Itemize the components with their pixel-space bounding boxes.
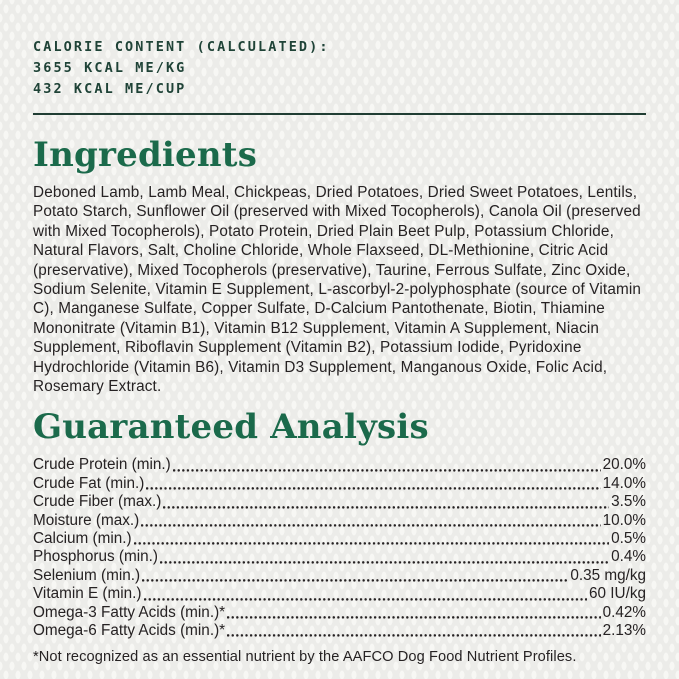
nutrient-value: 10.0%	[602, 511, 646, 529]
calorie-kcal-per-kg: 3655 KCAL ME/KG	[33, 60, 187, 76]
aafco-footnote: *Not recognized as an essential nutrient by the AAFCO Dog Food Nutrient Profiles.	[33, 649, 577, 666]
calorie-kcal-per-cup: 432 KCAL ME/CUP	[33, 81, 187, 97]
dot-leader	[142, 579, 568, 582]
dot-leader	[160, 561, 609, 564]
dot-leader	[134, 542, 610, 545]
ingredients-heading: Ingredients	[33, 135, 258, 175]
analysis-row	[33, 567, 646, 585]
nutrient-value: 0.4%	[611, 548, 646, 566]
analysis-row	[33, 622, 646, 640]
nutrient-label: Omega-6 Fatty Acids (min.)*	[33, 621, 226, 639]
calorie-content-title: CALORIE CONTENT (CALCULATED):	[33, 39, 330, 55]
section-divider-rule	[33, 113, 646, 115]
dot-leader	[227, 634, 601, 637]
guaranteed-analysis-table	[33, 456, 646, 640]
nutrient-value: 0.5%	[611, 530, 646, 548]
guaranteed-analysis-heading: Guaranteed Analysis	[33, 407, 429, 448]
nutrient-label: Calcium (min.)	[33, 530, 132, 548]
analysis-row	[33, 604, 646, 622]
nutrient-value: 0.35 mg/kg	[570, 566, 646, 584]
analysis-row	[33, 585, 646, 603]
guaranteed-analysis-section	[33, 407, 646, 665]
analysis-row	[33, 456, 646, 474]
nutrient-label: Omega-3 Fatty Acids (min.)*	[33, 603, 226, 621]
dot-leader	[141, 524, 600, 527]
nutrient-value: 14.0%	[602, 474, 646, 492]
dot-leader	[173, 469, 601, 472]
dot-leader	[227, 616, 601, 619]
nutrient-label: Phosphorus (min.)	[33, 548, 158, 566]
analysis-row	[33, 512, 646, 530]
analysis-row	[33, 530, 646, 548]
ingredients-text: Deboned Lamb, Lamb Meal, Chickpeas, Dried Potatoes, Dried Sweet Potatoes, Lentils, Potato Starch, Sunflower Oil (preserved with Mixed Tocopherols), Canola Oil (preserved with Mixed Tocopherols), Potato Protein, Dried Plain Beet Pulp, Potassium Chloride, Natural Flavors, Salt, Choline Chloride, Whole Flaxseed, DL-Methionine, Citric Acid (preservative), Mixed Tocopherols (preservative), Taurine, Ferrous Sulfate, Zinc Oxide, Sodium Selenite, Vitamin E Supplement, L-ascorbyl-2-polyphosphate (source of Vitamin C), Manganese Sulfate, Copper Sulfate, D-Calcium Pantothenate, Biotin, Thiamine Mononitrate (Vitamin B1), Vitamin B12 Supplement, Vitamin A Supplement, Niacin Supplement, Riboflavin Supplement (Vitamin B2), Potassium Iodide, Pyridoxine Hydrochloride (Vitamin B6), Vitamin D3 Supplement, Manganous Oxide, Folic Acid, Rosemary Extract.	[33, 184, 642, 396]
nutrient-value: 3.5%	[611, 493, 646, 511]
nutrient-label: Crude Fat (min.)	[33, 474, 145, 492]
calorie-content-block	[33, 37, 646, 100]
nutrient-label: Crude Protein (min.)	[33, 456, 171, 474]
analysis-row	[33, 493, 646, 511]
nutrient-value: 20.0%	[602, 456, 646, 474]
analysis-row	[33, 475, 646, 493]
nutrient-value: 0.42%	[602, 603, 646, 621]
ingredients-section	[33, 135, 646, 396]
dot-leader	[146, 487, 600, 490]
nutrient-value: 2.13%	[602, 621, 646, 639]
dot-leader	[163, 506, 609, 509]
analysis-row	[33, 548, 646, 566]
nutrient-label: Selenium (min.)	[33, 566, 141, 584]
nutrient-label: Moisture (max.)	[33, 511, 140, 529]
dot-leader	[144, 598, 588, 601]
nutrient-value: 60 IU/kg	[589, 585, 646, 603]
nutrient-label: Crude Fiber (max.)	[33, 493, 162, 511]
nutrient-label: Vitamin E (min.)	[33, 585, 142, 603]
